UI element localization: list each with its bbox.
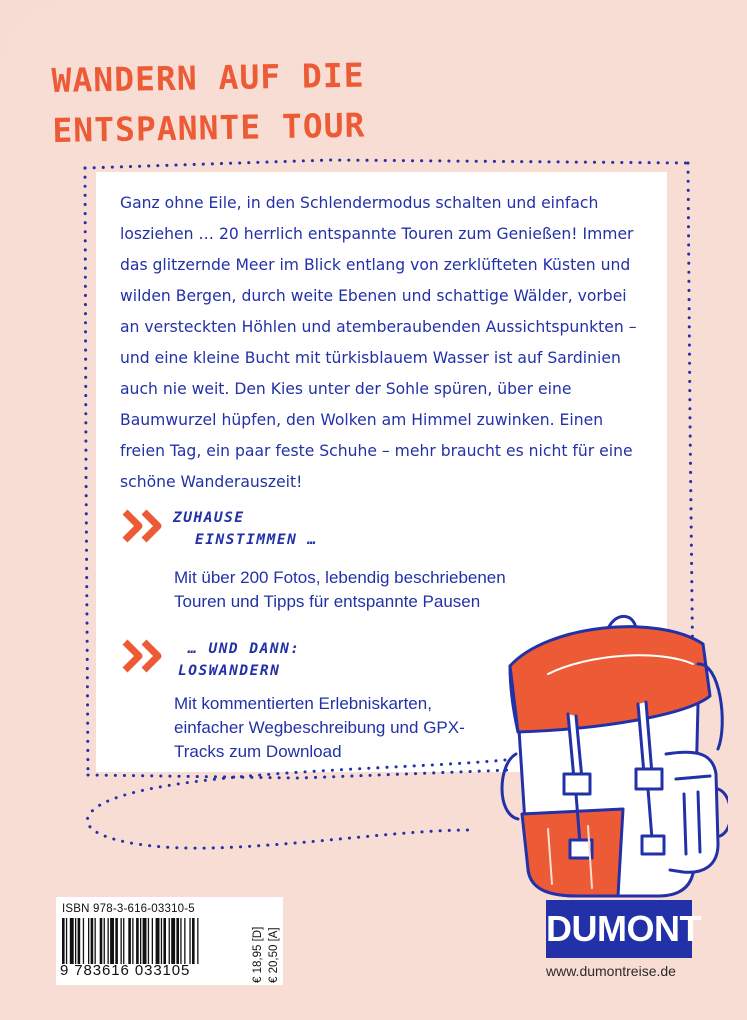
feature-1-text-line-2: Touren und Tipps für entspannte Pausen — [174, 592, 481, 611]
title-line-2: ENTSPANNTE TOUR — [52, 105, 366, 151]
website-url: www.dumontreise.de — [546, 963, 676, 979]
price-germany: € 18,95 [D] — [252, 926, 264, 983]
double-chevron-icon — [122, 638, 166, 674]
page-title — [51, 48, 513, 156]
feature-1-heading — [173, 507, 318, 551]
feature-1-heading-line-1: ZUHAUSE — [173, 510, 245, 526]
barcode-icon — [62, 918, 242, 964]
feature-1-text-line-1: Mit über 200 Fotos, lebendig beschriebenen — [174, 568, 506, 587]
feature-2-heading — [178, 638, 301, 682]
isbn-number: ISBN 978-3-616-03310-5 — [62, 903, 195, 915]
intro-text: Ganz ohne Eile, in den Schlendermodus schalten und einfach losziehen … 20 herrlich entspannte Touren zum Genießen! Immer das glitzernde Meer im Blick entlang von zerklüfteten Küsten und wilden Bergen, durch weite Ebenen und schattige Wälder, vorbei an versteckten Höhlen und atemberaubenden Aussichtspunkten – und eine kleine Bucht mit türkisblauem Wasser ist auf Sardinien auch nie weit. Den Kies unter der Sohle spüren, über eine Baumwurzel hüpfen, den Wolken am Himmel zuwinken. Einen freien Tag, ein paar feste Schuhe – mehr braucht es nicht für eine schöne Wanderauszeit! — [120, 194, 637, 491]
backpack-icon — [488, 604, 728, 904]
feature-2-heading-line-1: … UND DANN: — [188, 641, 301, 657]
feature-2-text-line-2: einfacher Wegbeschreibung und GPX- — [174, 718, 465, 737]
feature-2-text — [174, 692, 465, 764]
feature-2-text-line-1: Mit kommentierten Erlebniskarten, — [174, 694, 432, 713]
price-austria: € 20,50 [A] — [268, 927, 280, 983]
feature-2-text-line-3: Tracks zum Download — [174, 742, 342, 761]
feature-1-text — [174, 566, 506, 614]
dumont-logo: DUMONT — [546, 900, 692, 958]
ean-number: 9 783616 033105 — [60, 962, 191, 979]
title-line-1: WANDERN AUF DIE — [51, 55, 365, 101]
feature-1-heading-line-2: EINSTIMMEN … — [195, 532, 318, 548]
feature-2-heading-line-2: LOSWANDERN — [178, 663, 281, 679]
double-chevron-icon — [122, 508, 166, 544]
